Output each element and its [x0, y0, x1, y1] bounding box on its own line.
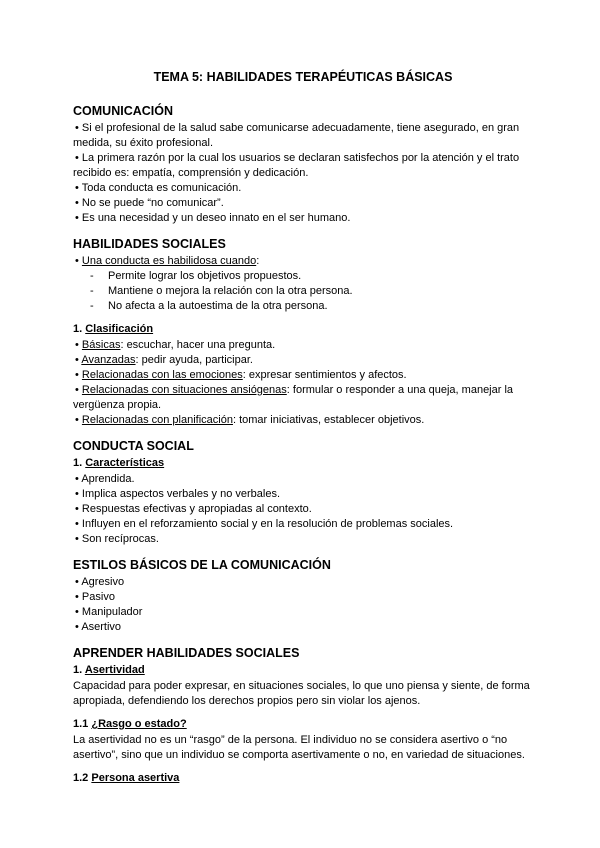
habilidosa-dash-text: No afecta a la autoestima de la otra persona. — [108, 300, 328, 312]
bullet-icon: • — [75, 255, 79, 267]
dash-icon: - — [90, 285, 94, 297]
bullet-icon: • — [75, 414, 82, 426]
subheading-label: Clasificación — [85, 323, 154, 335]
habilidosa-dash-text: Mantiene o mejora la relación con la otra persona. — [108, 285, 353, 297]
estilo-item-text: Asertivo — [81, 621, 122, 633]
subheading-persona-asertiva — [73, 771, 533, 786]
habilidosa-dash-item — [73, 284, 533, 299]
heading-conducta-social: CONDUCTA SOCIAL — [73, 439, 194, 453]
subheading-number: 1.1 — [73, 718, 92, 730]
caracteristica-item — [73, 487, 533, 502]
bullet-icon: • — [75, 369, 82, 381]
bullet-icon: • — [75, 533, 82, 545]
clasificacion-item — [73, 368, 533, 383]
estilo-item-text: Manipulador — [81, 606, 143, 618]
asertividad-text: Capacidad para poder expresar, en situaciones sociales, lo que uno piensa y siente, de forma apropiada, defendiendo los derechos propios pero sin violar los ajenos. — [73, 680, 530, 707]
comunicacion-item — [73, 151, 533, 181]
heading-aprender: APRENDER HABILIDADES SOCIALES — [73, 646, 300, 660]
comunicacion-list — [73, 121, 533, 226]
clasificacion-term: Relacionadas con planificación — [81, 414, 233, 426]
subheading-label: Características — [85, 457, 165, 469]
habilidosa-intro-suffix: : — [256, 255, 260, 267]
comunicacion-item — [73, 196, 533, 211]
bullet-icon: • — [75, 576, 82, 588]
bullet-icon: • — [75, 212, 82, 224]
dash-icon: - — [90, 300, 94, 312]
subheading-caracteristicas — [73, 456, 533, 471]
comunicacion-item — [73, 211, 533, 226]
subheading-label: ¿Rasgo o estado? — [91, 718, 187, 730]
caracteristicas-list — [73, 472, 533, 547]
estilos-list — [73, 575, 533, 635]
comunicacion-item-text: Es una necesidad y un deseo innato en el ser humano. — [81, 212, 351, 224]
estilo-item — [73, 575, 533, 590]
estilo-item — [73, 620, 533, 635]
subheading-number: 1. — [73, 664, 85, 676]
comunicacion-item-text: Si el profesional de la salud sabe comunicarse adecuadamente, tiene asegurado, en gran medida, su éxito profesional. — [73, 122, 520, 149]
rasgo-estado-text: La asertividad no es un “rasgo” de la persona. El individuo no se considera asertivo o “no asertivo”, sino que un individuo se comporta asertivamente o no, en variedad de situaciones. — [73, 734, 525, 761]
heading-habilidades-sociales: HABILIDADES SOCIALES — [73, 237, 226, 251]
bullet-icon: • — [75, 339, 82, 351]
caracteristica-item-text: Aprendida. — [81, 473, 135, 485]
estilo-item-text: Agresivo — [81, 576, 125, 588]
subheading-asertividad — [73, 663, 533, 678]
caracteristica-item-text: Influyen en el reforzamiento social y en la resolución de problemas sociales. — [81, 518, 454, 530]
habilidosa-dash-item — [73, 269, 533, 284]
caracteristica-item — [73, 502, 533, 517]
subheading-label: Asertividad — [84, 664, 145, 676]
subheading-label: Persona asertiva — [91, 772, 180, 784]
clasificacion-item — [73, 383, 533, 413]
page-title: TEMA 5: HABILIDADES TERAPÉUTICAS BÁSICAS — [153, 70, 453, 84]
clasificacion-term: Básicas — [81, 339, 121, 351]
heading-comunicacion: COMUNICACIÓN — [73, 104, 173, 118]
heading-estilos: ESTILOS BÁSICOS DE LA COMUNICACIÓN — [73, 558, 331, 572]
subheading-number: 1.2 — [73, 772, 92, 784]
caracteristica-item-text: Respuestas efectivas y apropiadas al contexto. — [81, 503, 312, 515]
bullet-icon: • — [75, 152, 82, 164]
estilo-item-text: Pasivo — [81, 591, 115, 603]
subheading-number: 1. — [73, 457, 86, 469]
clasificacion-desc: : pedir ayuda, participar. — [135, 354, 253, 366]
comunicacion-item — [73, 181, 533, 196]
caracteristica-item — [73, 472, 533, 487]
caracteristica-item-text: Son recíprocas. — [81, 533, 159, 545]
comunicacion-item-text: No se puede “no comunicar”. — [81, 197, 224, 209]
bullet-icon: • — [75, 518, 82, 530]
subheading-number: 1. — [73, 323, 86, 335]
habilidosa-intro — [73, 254, 533, 269]
dash-icon: - — [90, 270, 94, 282]
comunicacion-item-text: La primera razón por la cual los usuarios se declaran satisfechos por la atención y el trato recibido es: empatía, comprensión y dedicación. — [73, 152, 520, 179]
clasificacion-list — [73, 338, 533, 428]
bullet-icon: • — [75, 503, 82, 515]
comunicacion-item — [73, 121, 533, 151]
subheading-rasgo-estado — [73, 717, 533, 732]
caracteristica-item — [73, 532, 533, 547]
bullet-icon: • — [75, 621, 82, 633]
clasificacion-desc: : tomar iniciativas, establecer objetivos. — [232, 414, 425, 426]
subheading-clasificacion — [73, 322, 533, 337]
comunicacion-item-text: Toda conducta es comunicación. — [81, 182, 242, 194]
caracteristica-item — [73, 517, 533, 532]
estilo-item — [73, 605, 533, 620]
clasificacion-term: Avanzadas — [81, 354, 136, 366]
document-content — [73, 70, 533, 787]
clasificacion-item — [73, 353, 533, 368]
clasificacion-desc: : formular o responder a una queja, manejar la vergüenza propia. — [73, 384, 514, 411]
clasificacion-desc: : escuchar, hacer una pregunta. — [120, 339, 276, 351]
bullet-icon: • — [75, 488, 82, 500]
habilidosa-dash-list — [73, 269, 533, 314]
bullet-icon: • — [75, 197, 82, 209]
estilo-item — [73, 590, 533, 605]
bullet-icon: • — [75, 606, 82, 618]
clasificacion-item — [73, 338, 533, 353]
clasificacion-item — [73, 413, 533, 428]
habilidosa-dash-text: Permite lograr los objetivos propuestos. — [108, 270, 302, 282]
clasificacion-term: Relacionadas con situaciones ansiógenas — [81, 384, 287, 396]
bullet-icon: • — [75, 384, 82, 396]
clasificacion-desc: : expresar sentimientos y afectos. — [242, 369, 407, 381]
bullet-icon: • — [75, 122, 82, 134]
habilidosa-intro-label: Una conducta es habilidosa cuando — [81, 255, 257, 267]
bullet-icon: • — [75, 591, 82, 603]
bullet-icon: • — [75, 182, 82, 194]
caracteristica-item-text: Implica aspectos verbales y no verbales. — [81, 488, 281, 500]
habilidosa-dash-item — [73, 299, 533, 314]
bullet-icon: • — [75, 473, 82, 485]
bullet-icon: • — [75, 354, 82, 366]
clasificacion-term: Relacionadas con las emociones — [81, 369, 243, 381]
